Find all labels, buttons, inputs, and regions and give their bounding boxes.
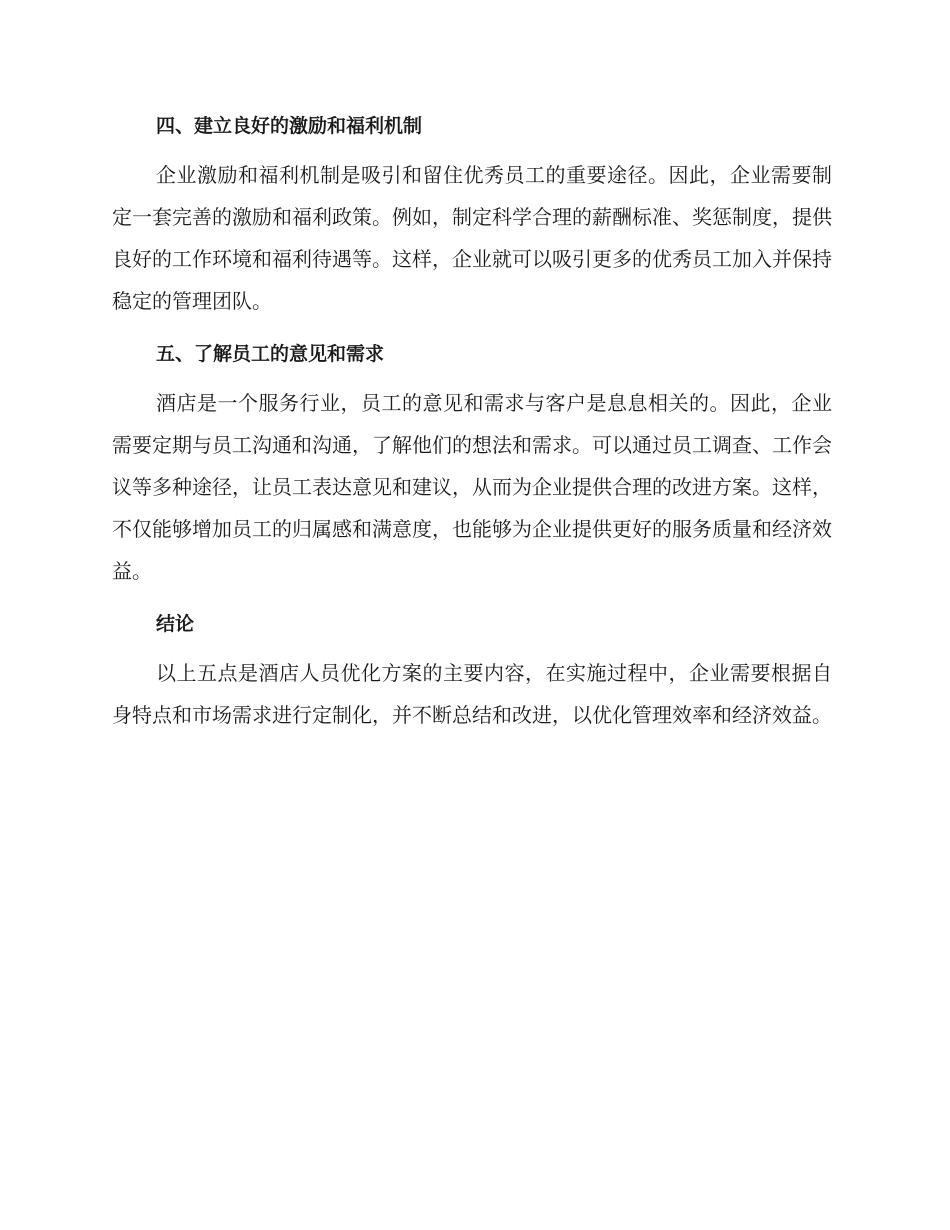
section-paragraph-employee-feedback: 酒店是一个服务行业，员工的意见和需求与客户是息息相关的。因此，企业需要定期与员工沟通和沟通，了解他们的想法和需求。可以通过员工调查、工作会议等多种途径，让员工表达意见和建议，从而为企业提供合理的改进方案。这样，不仅能够增加员工的归属感和满意度，也能够为企业提供更好的服务质量和经济效益。 [112,391,832,583]
document-page [112,106,832,748]
section-heading-incentives: 四、建立良好的激励和福利机制 [156,115,423,137]
section-paragraph-conclusion: 以上五点是酒店人员优化方案的主要内容，在实施过程中，企业需要根据自身特点和市场需求进行定制化，并不断总结和改进，以优化管理效率和经济效益。 [112,661,832,727]
section-heading-conclusion: 结论 [156,613,195,635]
section-paragraph-incentives: 企业激励和福利机制是吸引和留住优秀员工的重要途径。因此，企业需要制定一套完善的激励和福利政策。例如，制定科学合理的薪酬标准、奖惩制度，提供良好的工作环境和福利待遇等。这样，企业就可以吸引更多的优秀员工加入并保持稳定的管理团队。 [112,163,832,313]
section-heading-employee-feedback: 五、了解员工的意见和需求 [156,343,385,365]
